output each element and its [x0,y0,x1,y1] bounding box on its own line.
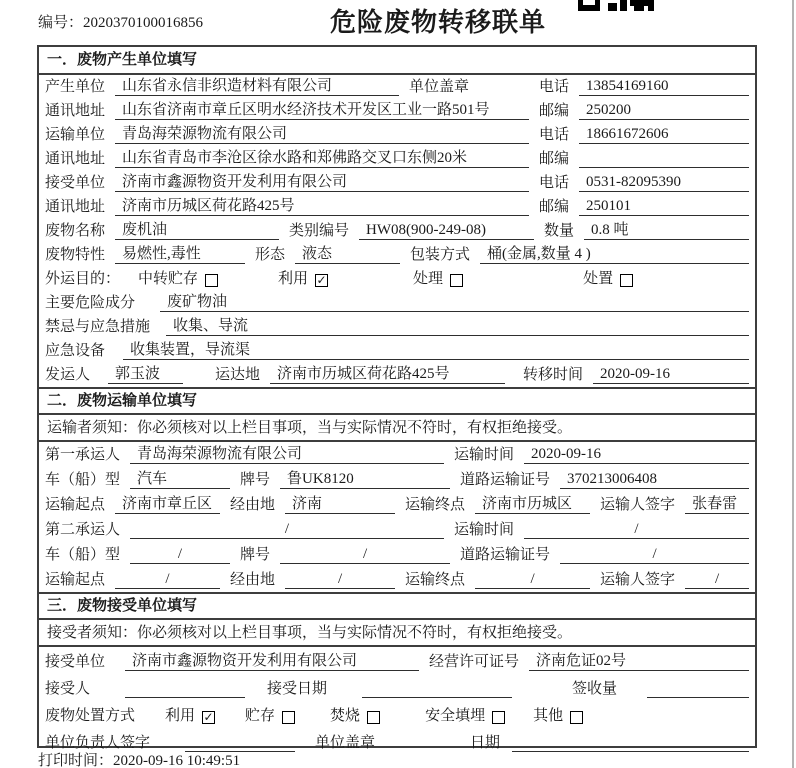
form-row [39,291,755,315]
checkbox-group [165,707,215,725]
field-value: 济南市鑫源物资开发利用有限公司 [132,653,358,669]
section [39,592,755,755]
section [39,47,755,387]
fill-in-field [115,245,245,264]
fill-in-field [115,101,529,120]
fill-in-field [115,495,220,514]
form-row [39,492,755,517]
field-label: 废物特性 [45,247,106,263]
checkbox-unchecked [620,274,633,287]
fill-in-field [115,570,220,589]
print-time [38,749,240,768]
field-label: 车（船）型 [45,547,121,563]
fill-in-field [685,570,749,589]
field-value: 370213006408 [567,471,658,487]
field-label: 包装方式 [410,247,471,263]
field-label: 运达地 [215,367,261,383]
checkbox-group [533,707,583,725]
fill-in-field [480,245,749,264]
field-value: 济南市历城区荷花路425号 [277,366,450,382]
fill-in-field [130,520,444,539]
fill-in-field [362,680,512,698]
fill-in-field [270,365,505,384]
fill-in-field [560,545,749,564]
checkbox-label: 利用 [165,708,196,724]
field-value: 收集装置，导流渠 [130,342,251,358]
field-label: 单位盖章 [408,79,469,95]
fill-in-field [579,101,749,120]
field-value: 易燃性,毒性 [122,246,201,262]
field-value: 郭玉波 [115,366,161,382]
checkbox-label: 贮存 [245,708,276,724]
field-value: / [362,546,368,562]
checkbox-group [245,707,295,725]
field-label: 发运人 [45,367,91,383]
field-label: 通讯地址 [45,151,106,167]
field-label: 第二承运人 [45,522,121,538]
checkbox-unchecked [367,711,380,724]
field-value: 250101 [586,198,631,214]
field-value: 济南危证02号 [536,653,627,669]
field-value: / [652,546,657,562]
field-label: 经营许可证号 [428,654,519,670]
fill-in-field [160,293,749,312]
field-label: 单位盖章 [315,735,376,751]
note-text: 接受者须知：你必须核对以上栏目事项，当与实际情况不符时，有权拒绝接受。 [39,620,755,647]
field-label: 运输起点 [45,572,106,588]
field-value: 鲁UK8120 [287,471,354,487]
section-title: 三．废物接受单位填写 [39,594,755,620]
field-value: 0531-82095390 [586,174,681,190]
form-row [39,467,755,492]
form-row [39,647,755,674]
field-label: 转移时间 [523,367,584,383]
field-label: 道路运输证号 [460,547,551,563]
field-value: / [714,571,720,587]
fill-in-field [579,197,749,216]
form-table [37,45,757,751]
checkbox-label: 安全填埋 [425,708,486,724]
field-value: / [284,521,290,537]
field-label: 类别编号 [288,223,349,239]
checkbox-group [425,707,505,725]
field-value: 济南 [292,496,323,512]
field-label: 运输单位 [45,127,106,143]
fill-in-field [295,245,400,264]
field-label: 接受单位 [45,654,106,670]
fill-in-field [685,495,749,514]
field-value: / [530,571,535,587]
fill-in-field [593,365,749,384]
form-row [39,123,755,147]
field-value: 废矿物油 [167,294,228,310]
serial-label: 编号： [38,15,84,31]
fill-in-field [280,545,450,564]
checkbox-unchecked [492,711,505,724]
fill-in-field [579,125,749,144]
serial-value: 2020370100016856 [83,15,204,31]
serial-number [38,11,203,32]
field-label: 运输起点 [45,497,106,513]
fill-in-field [475,495,590,514]
field-label: 电话 [538,79,569,95]
field-label: 经由地 [230,497,276,513]
checkbox-group [583,270,633,288]
form-row [39,243,755,267]
field-value: / [165,571,170,587]
checkbox-group [138,270,218,288]
form-row [39,363,755,387]
field-label: 牌号 [240,547,271,563]
form-row [39,267,755,291]
checkbox-checked: ✓ [203,709,214,724]
field-value: 2020-09-16 [600,366,671,382]
field-value: 18661672606 [586,126,669,142]
page-header [0,0,796,44]
checkbox-unchecked [450,274,463,287]
field-label: 运输时间 [453,522,514,538]
field-value: 废机油 [122,222,168,238]
fill-in-field [115,197,529,216]
form-row [39,99,755,123]
field-value: 张春雷 [692,496,738,512]
fill-in-field [579,173,749,192]
fill-in-field [579,150,749,168]
form-row [39,567,755,592]
field-label: 第一承运人 [45,447,121,463]
fill-in-field [524,520,749,539]
checkbox-label: 处理 [413,271,444,287]
form-row [39,517,755,542]
fill-in-field [359,221,534,240]
field-value: 2020-09-16 [531,446,601,462]
fill-in-field [584,221,749,240]
fill-in-field [529,652,749,671]
fill-in-field [647,680,749,698]
form-row [39,542,755,567]
field-label: 应急设备 [45,343,106,359]
field-label: 道路运输证号 [460,472,551,488]
field-label: 数量 [543,223,574,239]
fill-in-field [130,445,444,464]
field-label: 主要危险成分 [45,295,136,311]
fill-in-field [280,470,450,489]
field-value: 山东省青岛市李沧区徐水路和郑佛路交叉口东侧20米 [122,150,468,166]
field-label: 运输终点 [405,572,466,588]
field-value: 0.8 吨 [591,222,629,238]
form-row [39,442,755,467]
fill-in-field [579,77,749,96]
fill-in-field [115,173,529,192]
checkbox-label: 处置 [583,271,614,287]
form-row [39,219,755,243]
field-label: 运输终点 [405,497,466,513]
field-label: 邮编 [538,199,569,215]
field-value: 250200 [586,102,631,118]
field-label: 日期 [470,735,501,751]
field-value: HW08(900-249-08) [365,222,486,238]
checkbox-label: 焚烧 [330,708,361,724]
fill-in-field [130,545,230,564]
field-value: 山东省济南市章丘区明水经济技术开发区工业一路501号 [122,102,490,118]
field-label: 接受单位 [45,175,106,191]
form-row [39,171,755,195]
fill-in-field [115,149,529,168]
checkbox-unchecked [205,274,218,287]
fill-in-field [512,734,749,752]
field-label: 签收量 [572,681,618,697]
fill-in-field [130,470,230,489]
fill-in-field [524,445,749,464]
field-label: 邮编 [538,103,569,119]
fill-in-field [115,77,399,96]
field-label: 运输人签字 [600,497,676,513]
qr-code-fragment [578,0,654,11]
checkbox-checked: ✓ [316,272,327,287]
field-label: 通讯地址 [45,199,106,215]
field-value: 桶(金属,数量 4 ) [487,246,591,262]
checkbox-label: 中转贮存 [138,271,199,287]
fill-in-field [285,495,395,514]
fill-in-field [115,221,279,240]
field-value: 液态 [302,246,333,262]
note-text: 运输者须知：你必须核对以上栏目事项，当与实际情况不符时，有权拒绝接受。 [39,415,755,442]
checkbox-group [278,270,328,288]
field-value: / [337,571,343,587]
form-row [39,674,755,701]
fill-in-field [166,317,749,336]
field-value: 青岛海荣源物流有限公司 [122,126,288,142]
field-label: 禁忌与应急措施 [45,319,151,335]
field-value: / [177,546,183,562]
field-label: 接受人 [45,681,91,697]
fill-in-field [475,570,590,589]
field-value: 济南市鑫源物资开发利用有限公司 [122,174,348,190]
field-value: 山东省永信非织造材料有限公司 [122,78,333,94]
field-label: 电话 [538,175,569,191]
fill-in-field [108,365,183,384]
fill-in-field [123,341,749,360]
field-label: 运输时间 [453,447,514,463]
field-label: 电话 [538,127,569,143]
field-label: 经由地 [230,572,276,588]
field-label: 产生单位 [45,79,106,95]
fill-in-field [560,470,749,489]
checkbox-unchecked [570,711,583,724]
fill-in-field [125,680,245,698]
field-value: 青岛海荣源物流有限公司 [137,446,303,462]
form-row [39,315,755,339]
section [39,387,755,592]
checkbox-unchecked [282,711,295,724]
form-row [39,195,755,219]
field-label: 形态 [255,247,286,263]
field-value: 济南市历城区荷花路425号 [122,198,295,214]
field-label: 车（船）型 [45,472,121,488]
page-title: 危险废物转移联单 [330,8,547,37]
field-label: 牌号 [240,472,271,488]
field-value: 13854169160 [586,78,669,94]
form-row [39,75,755,99]
form-row [39,339,755,363]
section-title: 二．废物运输单位填写 [39,389,755,415]
print-time-label: 打印时间： [38,753,114,768]
field-label: 废物处置方式 [45,708,136,724]
field-label: 接受日期 [267,681,328,697]
field-value: 济南市章丘区 [122,496,213,512]
field-value: 济南市历城区 [482,496,573,512]
form-row [39,701,755,728]
field-label: 运输人签字 [600,572,676,588]
scan-edge-line [792,0,794,768]
section-title: 一．废物产生单位填写 [39,47,755,75]
fill-in-field [125,652,419,671]
form-row [39,147,755,171]
field-value: / [634,521,639,537]
print-time-value: 2020-09-16 10:49:51 [113,753,241,768]
field-label: 单位负责人签字 [45,735,151,751]
field-value: 汽车 [137,471,168,487]
checkbox-label: 利用 [278,271,309,287]
fill-in-field [285,570,395,589]
checkbox-group [413,270,463,288]
fill-in-field [115,125,529,144]
field-value: 收集、导流 [173,318,249,334]
field-label: 通讯地址 [45,103,106,119]
checkbox-label: 其他 [533,708,564,724]
field-label: 外运目的： [45,271,121,287]
checkbox-group [330,707,380,725]
field-label: 邮编 [538,151,569,167]
field-label: 废物名称 [45,223,106,239]
